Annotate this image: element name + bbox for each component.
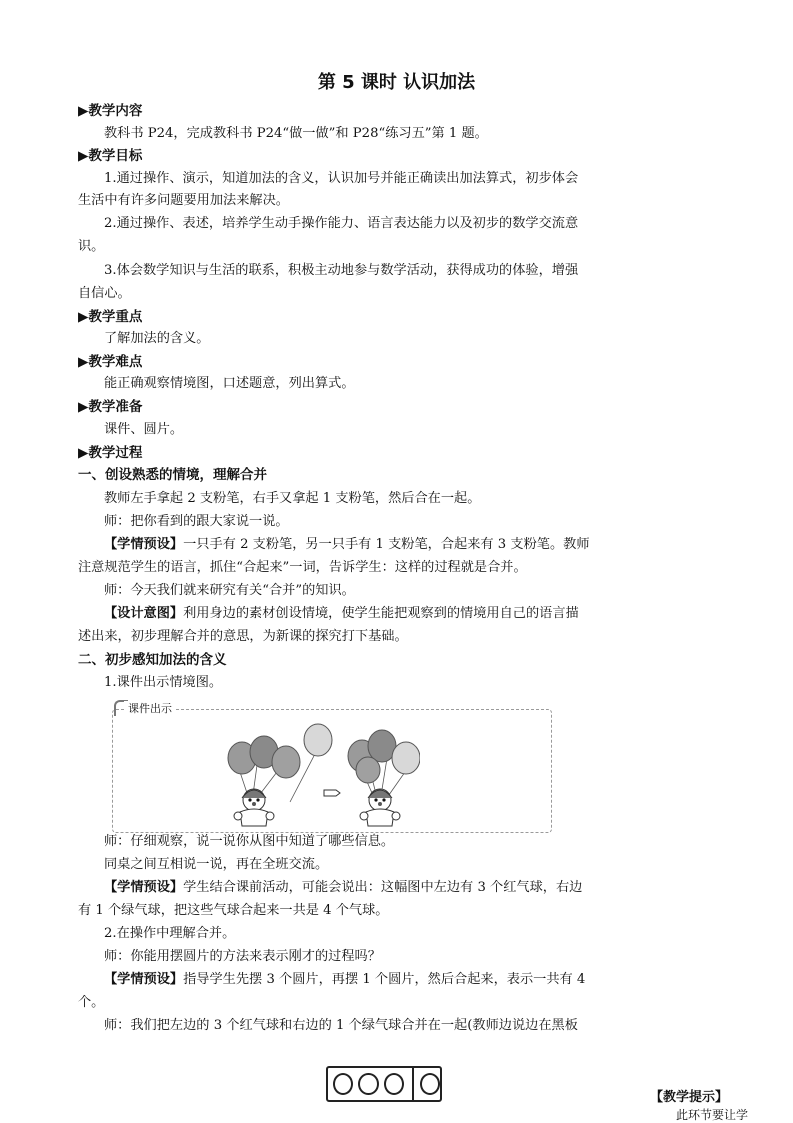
part-2-para-5-line-a: 【学情预设】指导学生先摆 3 个圆片，再摆 1 个圆片，然后合起来，表示一共有 4 <box>104 972 586 987</box>
content-text: 教科书 P24，完成教科书 P24“做一做”和 P28“练习五”第 1 题。 <box>104 126 488 141</box>
arrow-icon <box>324 790 340 796</box>
learning-preview-tag: 【学情预设】 <box>104 972 184 987</box>
part-1-para-5-line-b: 述出来，初步理解合并的意思，为新课的探究打下基础。 <box>78 629 408 644</box>
balloon-r-4 <box>356 757 380 783</box>
part-1-para-3-line-b: 注意规范学生的语言，抓住“合起来”一词，告诉学生：这样的过程就是合并。 <box>78 560 527 575</box>
goal-3-line-b: 自信心。 <box>78 286 131 301</box>
section-head-key: ▶教学重点 <box>78 309 143 325</box>
goal-3-line-a: 3.体会数学知识与生活的联系，积极主动地参与数学活动，获得成功的体验，增强 <box>104 263 579 278</box>
key-text: 了解加法的含义。 <box>104 331 210 346</box>
balloon-green <box>304 724 332 756</box>
part-2-para-4: 师：你能用摆圆片的方法来表示刚才的过程吗？ <box>104 949 381 964</box>
section-head-process: ▶教学过程 <box>78 445 143 461</box>
circle-icon <box>420 1073 440 1095</box>
part-2-para-3-line-a: 【学情预设】学生结合课前活动，可能会说出：这幅图中左边有 3 个红气球，右边 <box>104 880 583 895</box>
balloon-r-3 <box>392 742 420 774</box>
part-1-para-4: 师：今天我们就来研究有关“合并”的知识。 <box>104 583 355 598</box>
circle-icon <box>358 1073 378 1095</box>
section-head-preparation: ▶教学准备 <box>78 399 143 415</box>
section-head-goals: ▶教学目标 <box>78 148 143 164</box>
part-1-para-1: 教师左手拿起 2 支粉笔，右手又拿起 1 支粉笔，然后合在一起。 <box>104 491 481 506</box>
part-2-para-6: 师：我们把左边的 3 个红气球和右边的 1 个绿气球合并在一起(教师边说边在黑板 <box>104 1018 578 1033</box>
part-2-para-2: 同桌之间互相说一说，再在全班交流。 <box>104 857 329 872</box>
part-2-para-5-line-b: 个。 <box>78 995 105 1010</box>
part-2-heading: 二、初步感知加法的含义 <box>78 652 227 668</box>
part-2-step-2: 2.在操作中理解合并。 <box>104 926 236 941</box>
learning-preview-tag: 【学情预设】 <box>104 537 184 552</box>
balloon-illustration <box>220 722 420 828</box>
section-head-content: ▶教学内容 <box>78 103 143 119</box>
section-head-difficulty: ▶教学难点 <box>78 354 143 370</box>
design-intent-tag: 【设计意图】 <box>104 606 184 621</box>
preparation-text: 课件、圆片。 <box>104 422 184 437</box>
teaching-tip-text: 此环节要让学 <box>676 1108 749 1122</box>
courseware-label: 课件出示 <box>124 701 176 717</box>
circle-icon <box>333 1073 353 1095</box>
learning-preview-tag: 【学情预设】 <box>104 880 184 895</box>
goal-2-line-a: 2.通过操作、表述，培养学生动手操作能力、语言表达能力以及初步的数学交流意 <box>104 216 579 231</box>
right-clown <box>360 789 400 826</box>
divider <box>412 1068 414 1100</box>
part-1-para-3-line-a: 【学情预设】一只手有 2 支粉笔，另一只手有 1 支粉笔，合起来有 3 支粉笔。教师 <box>104 537 590 552</box>
left-clown <box>234 789 274 826</box>
part-2-para-1: 师：仔细观察，说一说你从图中知道了哪些信息。 <box>104 834 395 849</box>
lesson-title: 第 5 课时 认识加法 <box>317 72 476 93</box>
part-1-heading: 一、创设熟悉的情境，理解合并 <box>78 467 267 483</box>
left-balloons <box>228 724 332 778</box>
goal-1-line-b: 生活中有许多问题要用加法来解决。 <box>78 193 289 208</box>
teaching-tip-title: 【教学提示】 <box>650 1090 729 1105</box>
counter-circles-box <box>326 1066 442 1102</box>
difficulty-text: 能正确观察情境图，口述题意，列出算式。 <box>104 376 355 391</box>
circle-icon <box>384 1073 404 1095</box>
part-2-step-1: 1.课件出示情境图。 <box>104 675 223 690</box>
goal-1-line-a: 1.通过操作、演示，知道加法的含义，认识加号并能正确读出加法算式，初步体会 <box>104 171 579 186</box>
part-1-para-5-line-a: 【设计意图】利用身边的素材创设情境，使学生能把观察到的情境用自己的语言描 <box>104 606 579 621</box>
part-1-para-2: 师：把你看到的跟大家说一说。 <box>104 514 289 529</box>
part-2-para-3-line-b: 有 1 个绿气球，把这些气球合起来一共是 4 个气球。 <box>78 903 389 918</box>
balloon-red-3 <box>272 746 300 778</box>
goal-2-line-b: 识。 <box>78 239 105 254</box>
